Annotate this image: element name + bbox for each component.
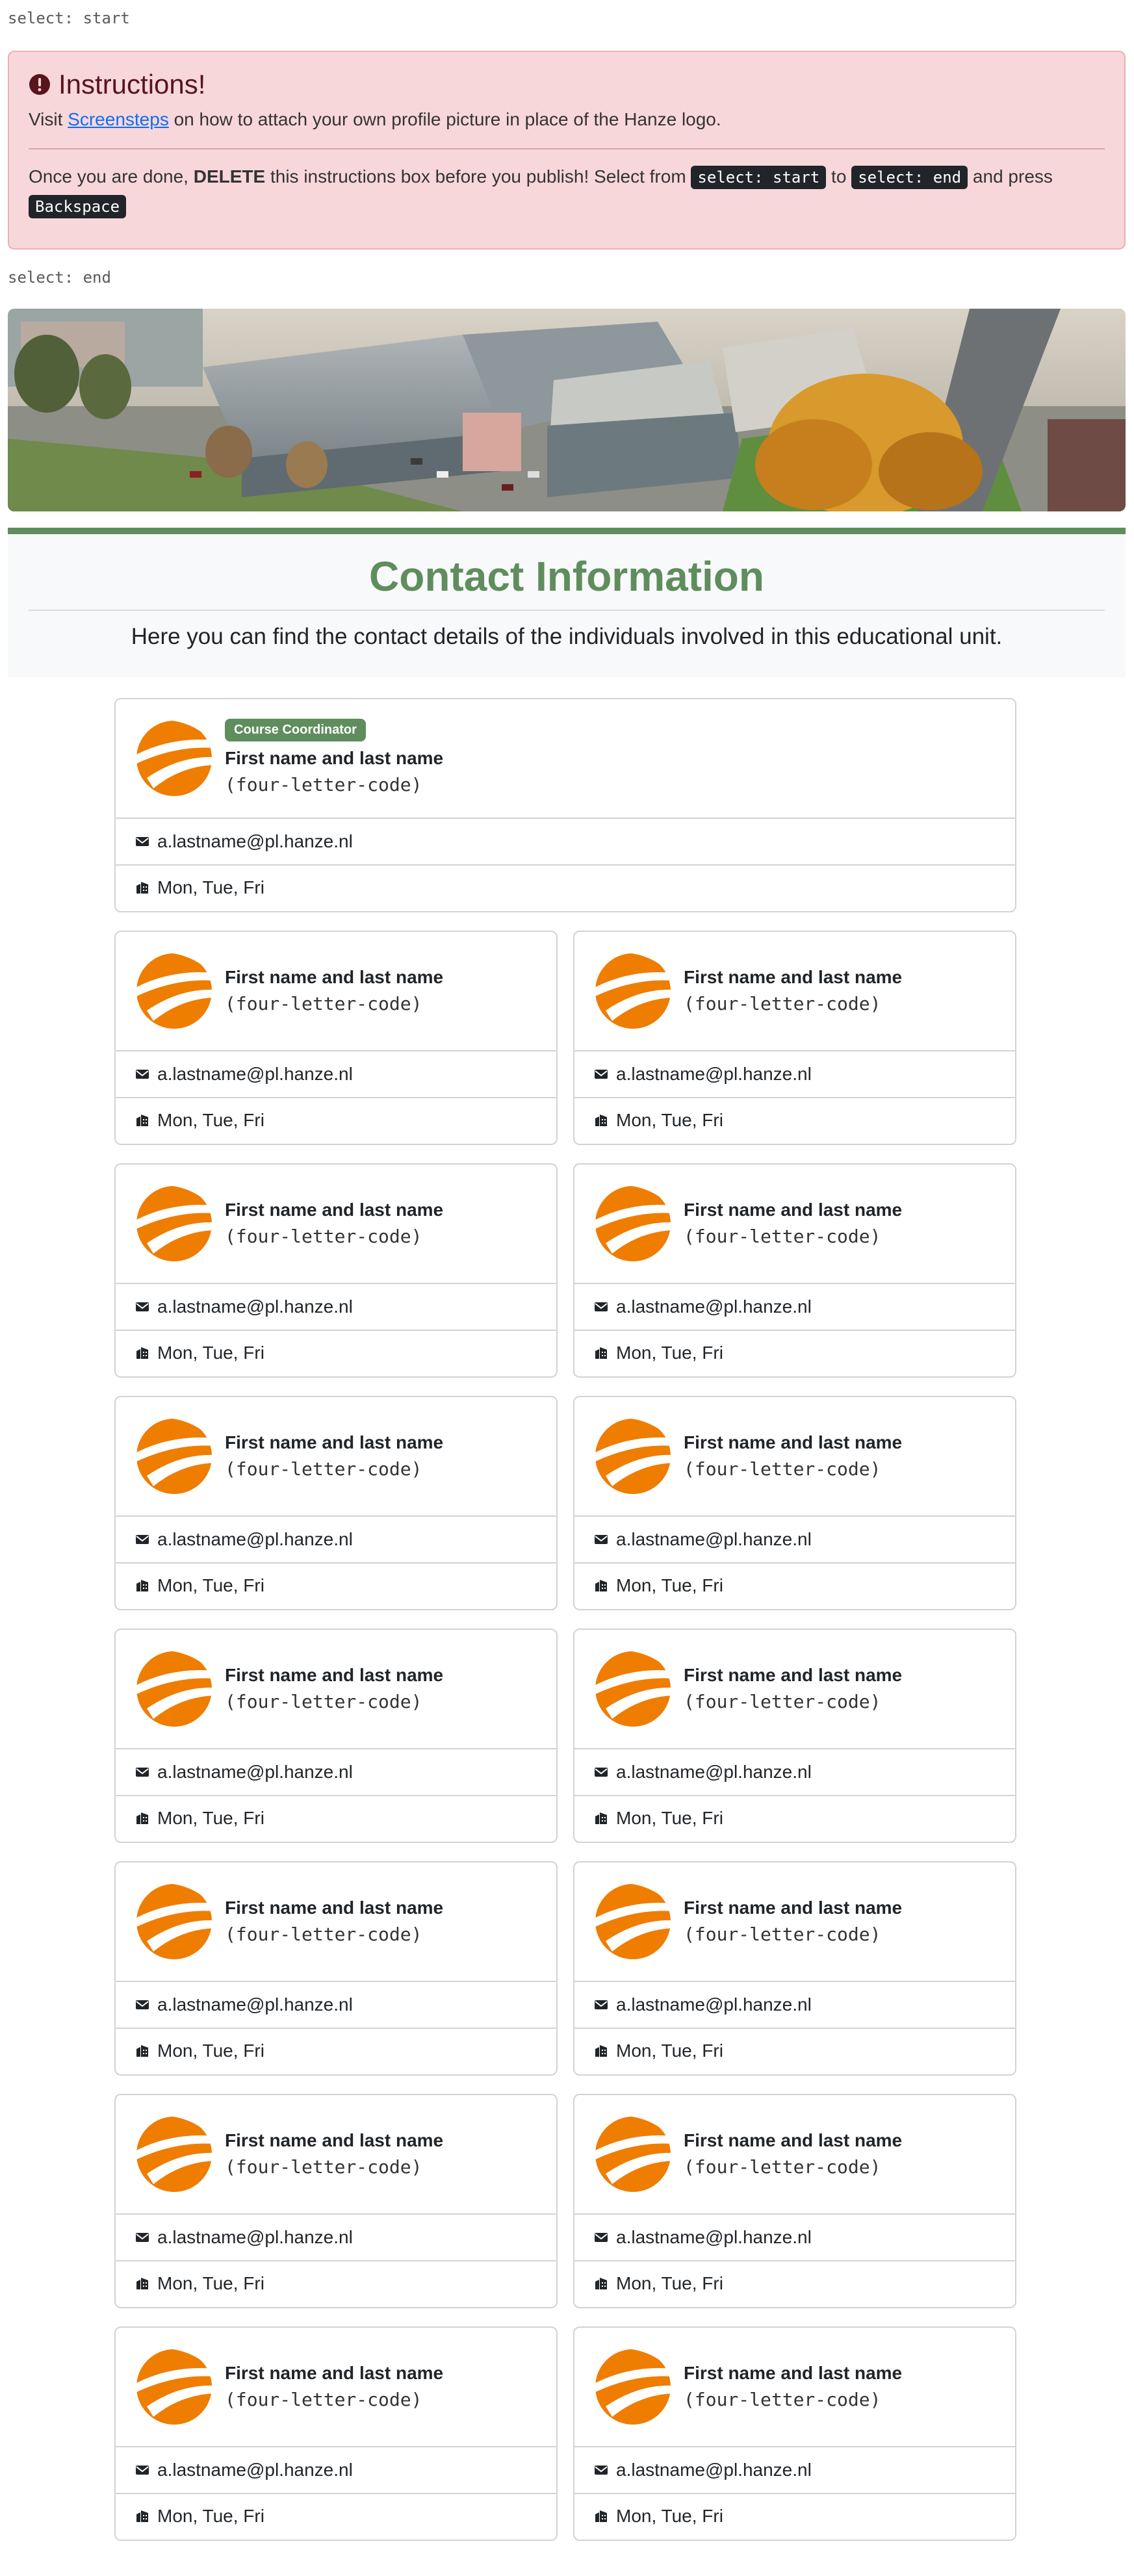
email-row — [574, 2215, 1015, 2260]
person-code: (four-letter-code) — [225, 773, 422, 795]
card-names — [225, 1197, 443, 1250]
email-row — [116, 2215, 556, 2260]
email-address[interactable]: a.lastname@pl.hanze.nl — [616, 1529, 812, 1549]
contact-card — [573, 2094, 1016, 2308]
contact-card — [114, 931, 558, 1145]
office-days: Mon, Tue, Fri — [157, 2041, 264, 2061]
envelope-icon — [135, 2463, 149, 2477]
person-code: (four-letter-code) — [225, 1226, 422, 1247]
contact-card — [573, 1629, 1016, 1843]
email-address[interactable]: a.lastname@pl.hanze.nl — [157, 2227, 353, 2247]
email-row — [116, 1284, 556, 1330]
email-address[interactable]: a.lastname@pl.hanze.nl — [616, 1064, 812, 1084]
hanze-logo — [134, 951, 214, 1031]
card-names — [225, 2360, 443, 2413]
person-name: First name and last name — [225, 1898, 444, 1918]
instructions-divider — [29, 148, 1105, 149]
email-row — [574, 1749, 1015, 1795]
card-header — [574, 2095, 1015, 2215]
contact-card — [114, 2326, 558, 2541]
email-address[interactable]: a.lastname@pl.hanze.nl — [157, 1064, 353, 1084]
exclamation-circle-icon — [29, 73, 51, 96]
contact-card — [573, 1396, 1016, 1610]
card-header — [116, 1165, 556, 1284]
person-name: First name and last name — [684, 2363, 903, 2384]
hanze-logo — [134, 2114, 214, 2195]
screensteps-link[interactable]: Screensteps — [68, 109, 169, 129]
card-header — [116, 2328, 556, 2447]
days-row — [116, 1097, 556, 1142]
days-row — [574, 2493, 1015, 2538]
office-days: Mon, Tue, Fri — [157, 2273, 264, 2293]
contact-card — [114, 1163, 558, 1378]
email-address[interactable]: a.lastname@pl.hanze.nl — [157, 1529, 353, 1549]
office-days: Mon, Tue, Fri — [157, 1110, 264, 1130]
envelope-icon — [594, 1998, 608, 2012]
person-name: First name and last name — [684, 1898, 903, 1918]
days-row — [574, 1795, 1015, 1840]
card-header — [116, 932, 556, 1051]
kbd-select-end: select: end — [851, 166, 968, 189]
contact-header — [8, 534, 1126, 677]
card-names — [684, 1662, 902, 1715]
office-days: Mon, Tue, Fri — [616, 1343, 723, 1363]
building-icon — [594, 2044, 608, 2058]
hanze-logo — [134, 1649, 214, 1729]
person-name: First name and last name — [225, 967, 444, 988]
person-name: First name and last name — [684, 1200, 903, 1220]
contact-card — [573, 2326, 1016, 2541]
contact-card — [114, 1861, 558, 2076]
card-header — [574, 2328, 1015, 2447]
days-row — [574, 2028, 1015, 2073]
person-name: First name and last name — [684, 1432, 903, 1453]
card-names — [684, 1895, 902, 1948]
hanze-logo — [593, 2114, 673, 2195]
person-code: (four-letter-code) — [684, 1924, 881, 1945]
email-address[interactable]: a.lastname@pl.hanze.nl — [616, 2460, 812, 2480]
email-address[interactable]: a.lastname@pl.hanze.nl — [616, 1762, 812, 1782]
contact-card — [114, 1396, 558, 1610]
instructions-line-1: Visit Screensteps on how to attach your own profile picture in place of the Hanze logo. — [29, 109, 721, 129]
building-icon — [135, 1113, 149, 1127]
days-row — [574, 1097, 1015, 1142]
instructions-title: Instructions! — [58, 69, 206, 99]
card-names — [225, 1662, 443, 1715]
hanze-logo — [134, 1416, 214, 1497]
email-row — [116, 2447, 556, 2493]
building-icon — [135, 2276, 149, 2291]
days-row — [574, 1562, 1015, 1608]
person-code: (four-letter-code) — [684, 1458, 881, 1480]
hanze-logo — [134, 1183, 214, 1264]
building-icon — [594, 1578, 608, 1593]
email-address[interactable]: a.lastname@pl.hanze.nl — [157, 2460, 353, 2480]
email-address[interactable]: a.lastname@pl.hanze.nl — [157, 831, 353, 851]
building-icon — [135, 1578, 149, 1593]
card-header — [116, 1397, 556, 1517]
email-row — [574, 1517, 1015, 1562]
building-icon — [135, 881, 149, 895]
hanze-logo — [593, 2347, 673, 2427]
office-days: Mon, Tue, Fri — [157, 877, 264, 897]
hanze-logo — [134, 718, 214, 799]
email-row — [574, 1051, 1015, 1097]
office-days: Mon, Tue, Fri — [616, 2041, 723, 2061]
hanze-logo — [134, 2347, 214, 2427]
person-code: (four-letter-code) — [684, 1691, 881, 1712]
card-names — [684, 1430, 902, 1482]
card-names — [684, 1197, 902, 1250]
card-header — [574, 1630, 1015, 1749]
building-icon — [135, 1346, 149, 1360]
building-icon — [594, 2276, 608, 2291]
select-end-marker: select: end — [8, 268, 111, 287]
section-accent-rule — [8, 528, 1126, 534]
email-row — [574, 1982, 1015, 2028]
select-start-marker: select: start — [8, 9, 130, 27]
card-names — [684, 964, 902, 1017]
person-code: (four-letter-code) — [225, 993, 422, 1014]
delete-emphasis: DELETE — [193, 166, 266, 187]
days-row — [574, 2260, 1015, 2306]
envelope-icon — [135, 1532, 149, 1547]
person-name: First name and last name — [684, 1665, 903, 1686]
envelope-icon — [135, 1998, 149, 2012]
person-code: (four-letter-code) — [225, 2156, 422, 2178]
contact-card — [114, 698, 1016, 912]
envelope-icon — [135, 1067, 149, 1081]
person-name: First name and last name — [225, 747, 444, 768]
card-header — [574, 1397, 1015, 1517]
contact-divider — [29, 610, 1105, 611]
contact-card — [573, 931, 1016, 1145]
email-row — [574, 1284, 1015, 1330]
building-icon — [135, 2509, 149, 2523]
email-address[interactable]: a.lastname@pl.hanze.nl — [616, 1994, 812, 2015]
hanze-logo — [134, 1881, 214, 1962]
card-header — [116, 699, 1015, 819]
email-address[interactable]: a.lastname@pl.hanze.nl — [157, 1762, 353, 1782]
contact-subtitle: Here you can find the contact details of the individuals involved in this educational unit. — [131, 624, 1003, 649]
card-names — [225, 2128, 443, 2180]
card-header — [574, 1862, 1015, 1982]
building-icon — [594, 1113, 608, 1127]
office-days: Mon, Tue, Fri — [616, 2273, 723, 2293]
office-days: Mon, Tue, Fri — [157, 2506, 264, 2526]
hanze-logo — [593, 1416, 673, 1497]
days-row — [116, 2260, 556, 2306]
office-days: Mon, Tue, Fri — [157, 1575, 264, 1595]
person-code: (four-letter-code) — [225, 2389, 422, 2410]
office-days: Mon, Tue, Fri — [616, 1575, 723, 1595]
email-row — [116, 819, 1015, 864]
days-row — [116, 1330, 556, 1375]
kbd-backspace: Backspace — [29, 195, 126, 218]
envelope-icon — [135, 834, 149, 849]
building-icon — [594, 2509, 608, 2523]
envelope-icon — [594, 2463, 608, 2477]
campus-banner-image — [8, 309, 1126, 511]
email-row — [116, 1749, 556, 1795]
instructions-alert — [8, 51, 1126, 250]
envelope-icon — [135, 1300, 149, 1314]
card-header — [116, 1862, 556, 1982]
office-days: Mon, Tue, Fri — [616, 1808, 723, 1828]
person-name: First name and last name — [225, 1665, 444, 1686]
office-days: Mon, Tue, Fri — [616, 1110, 723, 1130]
email-address[interactable]: a.lastname@pl.hanze.nl — [157, 1994, 353, 2015]
envelope-icon — [135, 2230, 149, 2245]
email-row — [116, 1051, 556, 1097]
person-code: (four-letter-code) — [225, 1691, 422, 1712]
days-row — [116, 864, 1015, 910]
person-name: First name and last name — [684, 2130, 903, 2151]
card-header — [116, 1630, 556, 1749]
card-names — [225, 964, 443, 1017]
person-code: (four-letter-code) — [684, 2156, 881, 2178]
hanze-logo — [593, 1183, 673, 1264]
person-code: (four-letter-code) — [225, 1458, 422, 1480]
hanze-logo — [593, 951, 673, 1031]
contact-card — [114, 1629, 558, 1843]
days-row — [574, 1330, 1015, 1375]
email-row — [574, 2447, 1015, 2493]
days-row — [116, 2028, 556, 2073]
office-days: Mon, Tue, Fri — [616, 2506, 723, 2526]
days-row — [116, 2493, 556, 2538]
card-names — [684, 2360, 902, 2413]
person-name: First name and last name — [225, 2130, 444, 2151]
contact-card — [114, 2094, 558, 2308]
building-icon — [594, 1346, 608, 1360]
office-days: Mon, Tue, Fri — [157, 1808, 264, 1828]
card-names — [225, 1430, 443, 1482]
card-header — [574, 1165, 1015, 1284]
card-names — [225, 719, 443, 798]
email-address[interactable]: a.lastname@pl.hanze.nl — [616, 2227, 812, 2247]
contact-title: Contact Information — [369, 553, 764, 600]
envelope-icon — [135, 1765, 149, 1779]
contact-card — [573, 1861, 1016, 2076]
person-name: First name and last name — [684, 967, 903, 988]
email-row — [116, 1517, 556, 1562]
email-address[interactable]: a.lastname@pl.hanze.nl — [157, 1296, 353, 1317]
email-row — [116, 1982, 556, 2028]
hanze-logo — [593, 1649, 673, 1729]
person-code: (four-letter-code) — [684, 1226, 881, 1247]
building-icon — [135, 2044, 149, 2058]
card-header — [116, 2095, 556, 2215]
person-code: (four-letter-code) — [684, 993, 881, 1014]
person-code: (four-letter-code) — [225, 1924, 422, 1945]
email-address[interactable]: a.lastname@pl.hanze.nl — [616, 1296, 812, 1317]
hanze-logo — [593, 1881, 673, 1962]
contact-card — [573, 1163, 1016, 1378]
person-name: First name and last name — [225, 1200, 444, 1220]
course-coordinator-badge: Course Coordinator — [225, 719, 366, 741]
building-icon — [135, 1811, 149, 1825]
card-names — [225, 1895, 443, 1948]
envelope-icon — [594, 2230, 608, 2245]
person-name: First name and last name — [225, 1432, 444, 1453]
campus-aerial-photo — [8, 309, 1126, 511]
envelope-icon — [594, 1067, 608, 1081]
person-code: (four-letter-code) — [684, 2389, 881, 2410]
person-name: First name and last name — [225, 2363, 444, 2384]
days-row — [116, 1562, 556, 1608]
card-names — [684, 2128, 902, 2180]
instructions-header — [29, 68, 1105, 101]
envelope-icon — [594, 1532, 608, 1547]
instructions-line-2: Once you are done, DELETE this instructions box before you publish! Select from select: start to select: end and press Backspace — [29, 162, 1105, 221]
card-header — [574, 932, 1015, 1051]
kbd-select-start: select: start — [691, 166, 826, 189]
building-icon — [594, 1811, 608, 1825]
envelope-icon — [594, 1765, 608, 1779]
office-days: Mon, Tue, Fri — [157, 1343, 264, 1363]
envelope-icon — [594, 1300, 608, 1314]
days-row — [116, 1795, 556, 1840]
